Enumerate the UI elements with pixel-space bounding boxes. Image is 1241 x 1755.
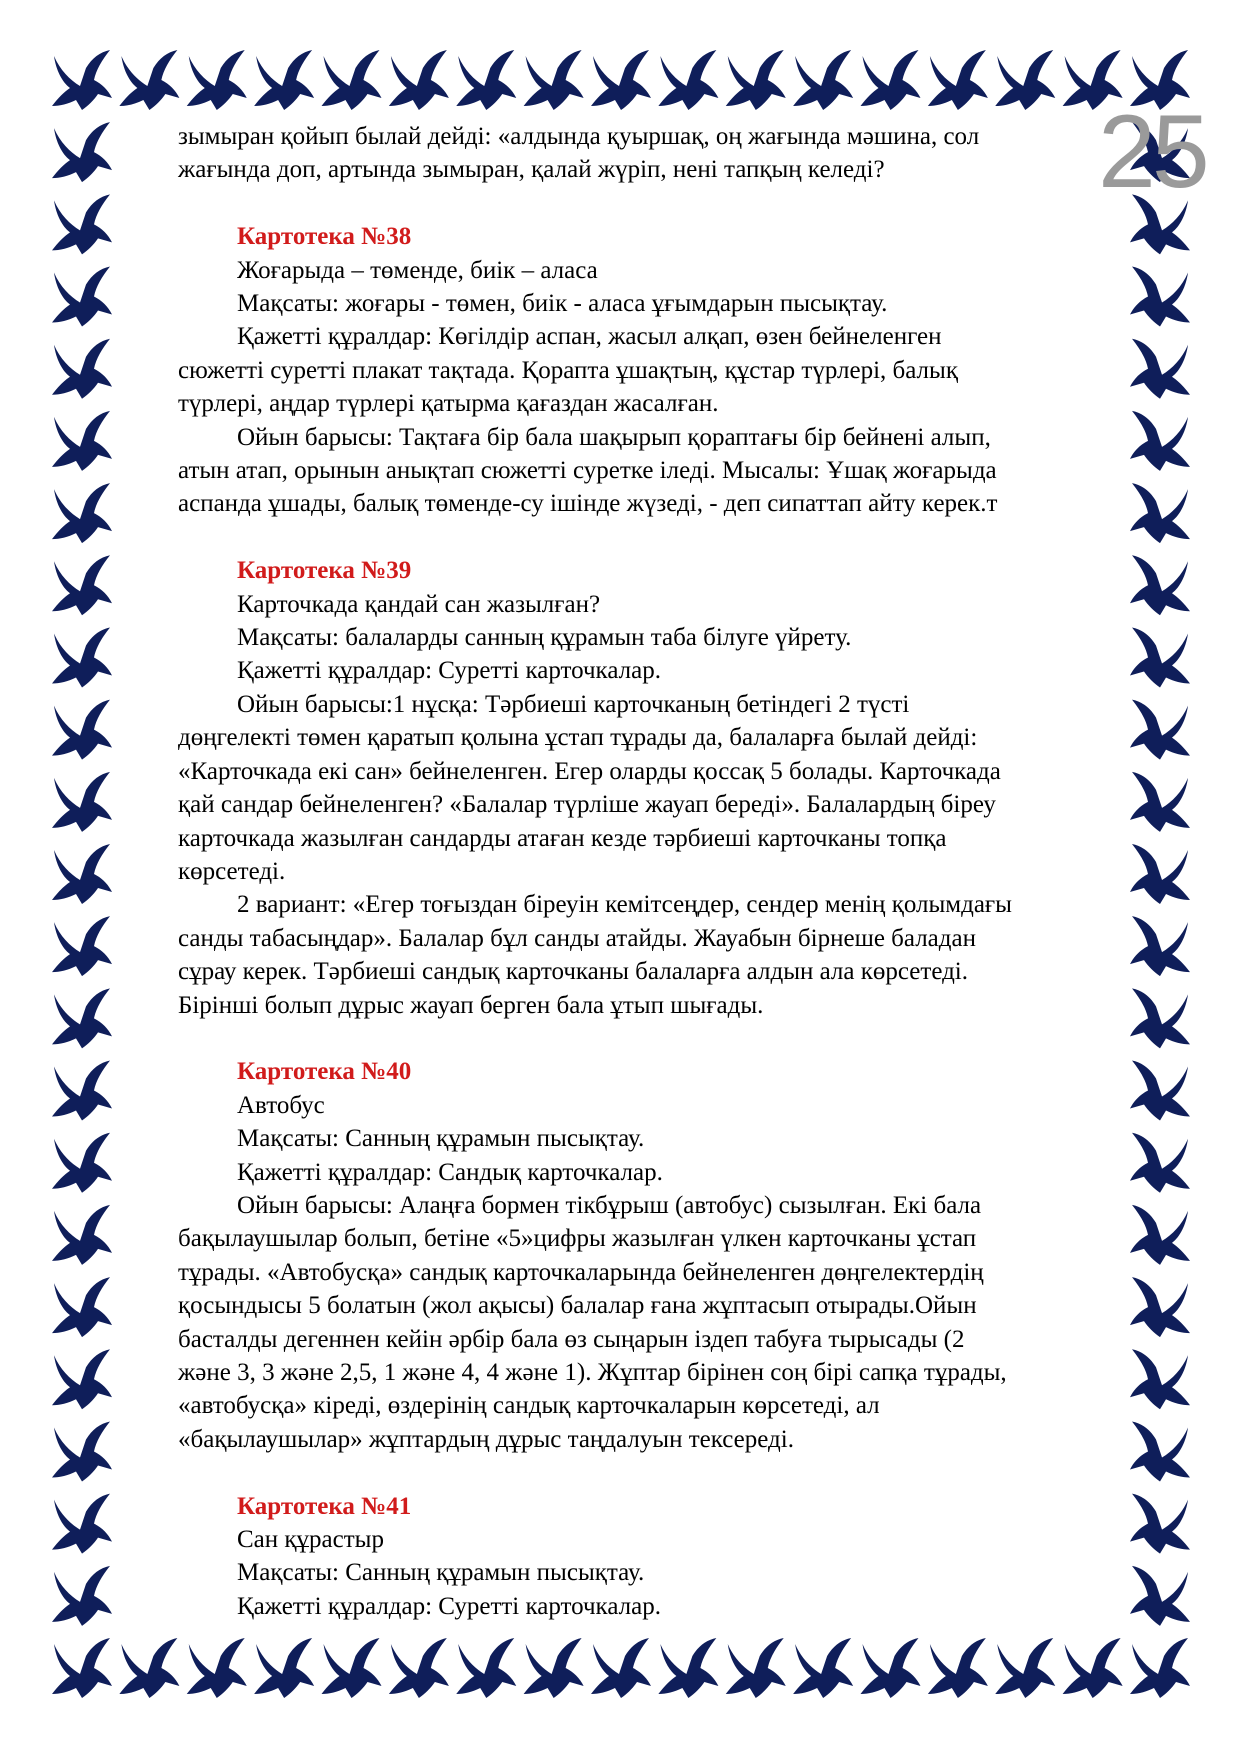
tools-line: Қажетті құралдар: Суретті карточкалар.: [237, 1592, 661, 1620]
paragraph-line: Бірінші болып дұрыс жауап берген бала ұтып шығады.: [178, 991, 764, 1019]
swallow-bird-icon: [52, 1277, 112, 1337]
document-body: [178, 120, 1148, 1623]
swallow-bird-icon: [793, 50, 853, 110]
swallow-bird-icon: [524, 50, 584, 110]
paragraph-line: Ойын барысы: Алаңға бормен тікбұрыш (автобус) сызылған. Екі бала: [237, 1191, 982, 1219]
paragraph-line: атын атап, орынын анықтап сюжетті суретке іледі. Мысалы: Ұшақ жоғарыда: [178, 457, 997, 485]
swallow-bird-icon: [995, 1638, 1055, 1698]
paragraph-line: сұрау керек. Тәрбиеші сандық карточканы балаларға алдын ала көрсетеді.: [178, 958, 969, 986]
swallow-bird-icon: [389, 1638, 449, 1698]
paragraph-line: көрсетеді.: [178, 857, 286, 885]
swallow-bird-icon: [456, 1638, 516, 1698]
swallow-bird-icon: [52, 50, 112, 110]
paragraph-line: Қажетті құралдар: Көгілдір аспан, жасыл алқап, өзен бейнеленген: [237, 323, 942, 351]
swallow-bird-icon: [861, 50, 921, 110]
page-number: 25: [1098, 94, 1206, 210]
swallow-bird-icon: [52, 988, 112, 1048]
intro-line: жағында доп, артында зымыран, қалай жүріп, нені тапқың келеді?: [178, 156, 885, 184]
game-title: Жоғарыда – төменде, биік – аласа: [237, 256, 598, 284]
swallow-bird-icon: [52, 1061, 112, 1121]
swallow-bird-icon: [726, 50, 786, 110]
swallow-bird-icon: [52, 1638, 112, 1698]
swallow-bird-icon: [1063, 1638, 1123, 1698]
swallow-bird-icon: [52, 194, 112, 254]
swallow-bird-icon: [793, 1638, 853, 1698]
paragraph-line: дөңгелекті төмен қаратып қолына ұстап тұрады да, балаларға былай дейді:: [178, 724, 978, 752]
swallow-bird-icon: [322, 50, 382, 110]
swallow-bird-icon: [389, 50, 449, 110]
swallow-bird-icon: [52, 916, 112, 976]
paragraph-line: 2 вариант: «Егер тоғыздан біреуін кемітсеңдер, сендер менің қолымдағы: [237, 891, 1012, 919]
paragraph-line: Ойын барысы:1 нұсқа: Тәрбиеші карточканың бетіндегі 2 түсті: [237, 690, 910, 718]
swallow-bird-icon: [658, 50, 718, 110]
paragraph-line: қай сандар бейнеленген? «Балалар түрліше жауап береді». Балалардың біреу: [178, 791, 996, 819]
swallow-bird-icon: [52, 844, 112, 904]
swallow-bird-icon: [928, 50, 988, 110]
swallow-bird-icon: [52, 122, 112, 182]
goal-line: Мақсаты: Санның құрамын пысықтау.: [237, 1559, 645, 1587]
paragraph-line: аспанда ұшады, балық төменде-су ішінде жүзеді, - деп сипаттап айту керек.т: [178, 490, 998, 518]
swallow-bird-icon: [658, 1638, 718, 1698]
swallow-bird-icon: [52, 627, 112, 687]
goal-line: Мақсаты: жоғары - төмен, биік - аласа ұғымдарын пысықтау.: [237, 290, 888, 318]
section-heading: Картотека №38: [237, 223, 412, 251]
swallow-bird-icon: [726, 1638, 786, 1698]
tools-line: Қажетті құралдар: Суретті карточкалар.: [237, 657, 661, 685]
section-heading: Картотека №41: [237, 1492, 412, 1520]
paragraph-line: және 3, 3 және 2,5, 1 және 4, 4 және 1). Жұптар бірінен соң бірі сапқа тұрады,: [178, 1358, 1007, 1386]
swallow-bird-icon: [52, 1421, 112, 1481]
paragraph-line: тұрады. «Автобусқа» сандық карточкаларында бейнеленген дөңгелектердің: [178, 1258, 984, 1286]
swallow-bird-icon: [52, 483, 112, 543]
swallow-bird-icon: [52, 411, 112, 471]
paragraph-line: түрлері, аңдар түрлері қатырма қағаздан жасалған.: [178, 390, 719, 418]
goal-line: Мақсаты: Санның құрамын пысықтау.: [237, 1125, 645, 1153]
swallow-bird-icon: [591, 1638, 651, 1698]
section-heading: Картотека №40: [237, 1058, 412, 1086]
paragraph-line: басталды дегеннен кейін әрбір бала өз сыңарын іздеп табуға тырысады (2: [178, 1325, 965, 1353]
swallow-bird-icon: [52, 1133, 112, 1193]
swallow-bird-icon: [254, 50, 314, 110]
game-title: Карточкада қандай сан жазылған?: [237, 590, 601, 618]
swallow-bird-icon: [52, 1494, 112, 1554]
swallow-bird-icon: [52, 1205, 112, 1265]
swallow-bird-icon: [52, 267, 112, 327]
goal-line: Мақсаты: балаларды санның құрамын таба білуге үйрету.: [237, 624, 852, 652]
game-title: Автобус: [237, 1091, 325, 1119]
section-heading: Картотека №39: [237, 557, 412, 585]
swallow-bird-icon: [52, 1349, 112, 1409]
swallow-bird-icon: [119, 1638, 179, 1698]
swallow-bird-icon: [928, 1638, 988, 1698]
paragraph-line: сюжетті суретті плакат тақтада. Қорапта ұшақтың, құстар түрлері, балық: [178, 356, 958, 384]
swallow-bird-icon: [52, 339, 112, 399]
swallow-bird-icon: [52, 1566, 112, 1626]
swallow-bird-icon: [995, 50, 1055, 110]
swallow-bird-icon: [322, 1638, 382, 1698]
swallow-bird-icon: [861, 1638, 921, 1698]
swallow-bird-icon: [52, 555, 112, 615]
paragraph-line: «автобусқа» кіреді, өздерінің сандық карточкаларын көрсетеді, ал: [178, 1392, 880, 1420]
swallow-bird-icon: [52, 772, 112, 832]
paragraph-line: карточкада жазылған сандарды атаған кезде тәрбиеші карточканы топқа: [178, 824, 947, 852]
intro-line: зымыран қойып былай дейді: «алдында қуыршақ, оң жағында мәшина, сол: [178, 123, 980, 150]
swallow-bird-icon: [119, 50, 179, 110]
swallow-bird-icon: [52, 700, 112, 760]
paragraph-line: қосындысы 5 болатын (жол ақысы) балалар ғана жұптасып отырады.Ойын: [178, 1292, 977, 1320]
swallow-bird-icon: [187, 50, 247, 110]
swallow-bird-icon: [254, 1638, 314, 1698]
game-title: Сан құрастыр: [237, 1526, 384, 1553]
paragraph-line: «бақылаушылар» жұптардың дұрыс таңдалуын тексереді.: [178, 1425, 794, 1453]
swallow-bird-icon: [1130, 1638, 1190, 1698]
paragraph-line: «Карточкада екі сан» бейнеленген. Егер оларды қоссақ 5 болады. Карточкада: [178, 757, 1001, 785]
swallow-bird-icon: [524, 1638, 584, 1698]
tools-line: Қажетті құралдар: Сандық карточкалар.: [237, 1158, 663, 1186]
swallow-bird-icon: [456, 50, 516, 110]
swallow-bird-icon: [187, 1638, 247, 1698]
paragraph-line: санды табасыңдар». Балалар бұл санды атайды. Жауабын бірнеше баладан: [178, 924, 976, 952]
paragraph-line: Ойын барысы: Тақтаға бір бала шақырып қораптағы бір бейнені алып,: [237, 423, 991, 451]
paragraph-line: бақылаушылар болып, бетіне «5»цифры жазылған үлкен карточканы ұстап: [178, 1225, 977, 1253]
swallow-bird-icon: [591, 50, 651, 110]
